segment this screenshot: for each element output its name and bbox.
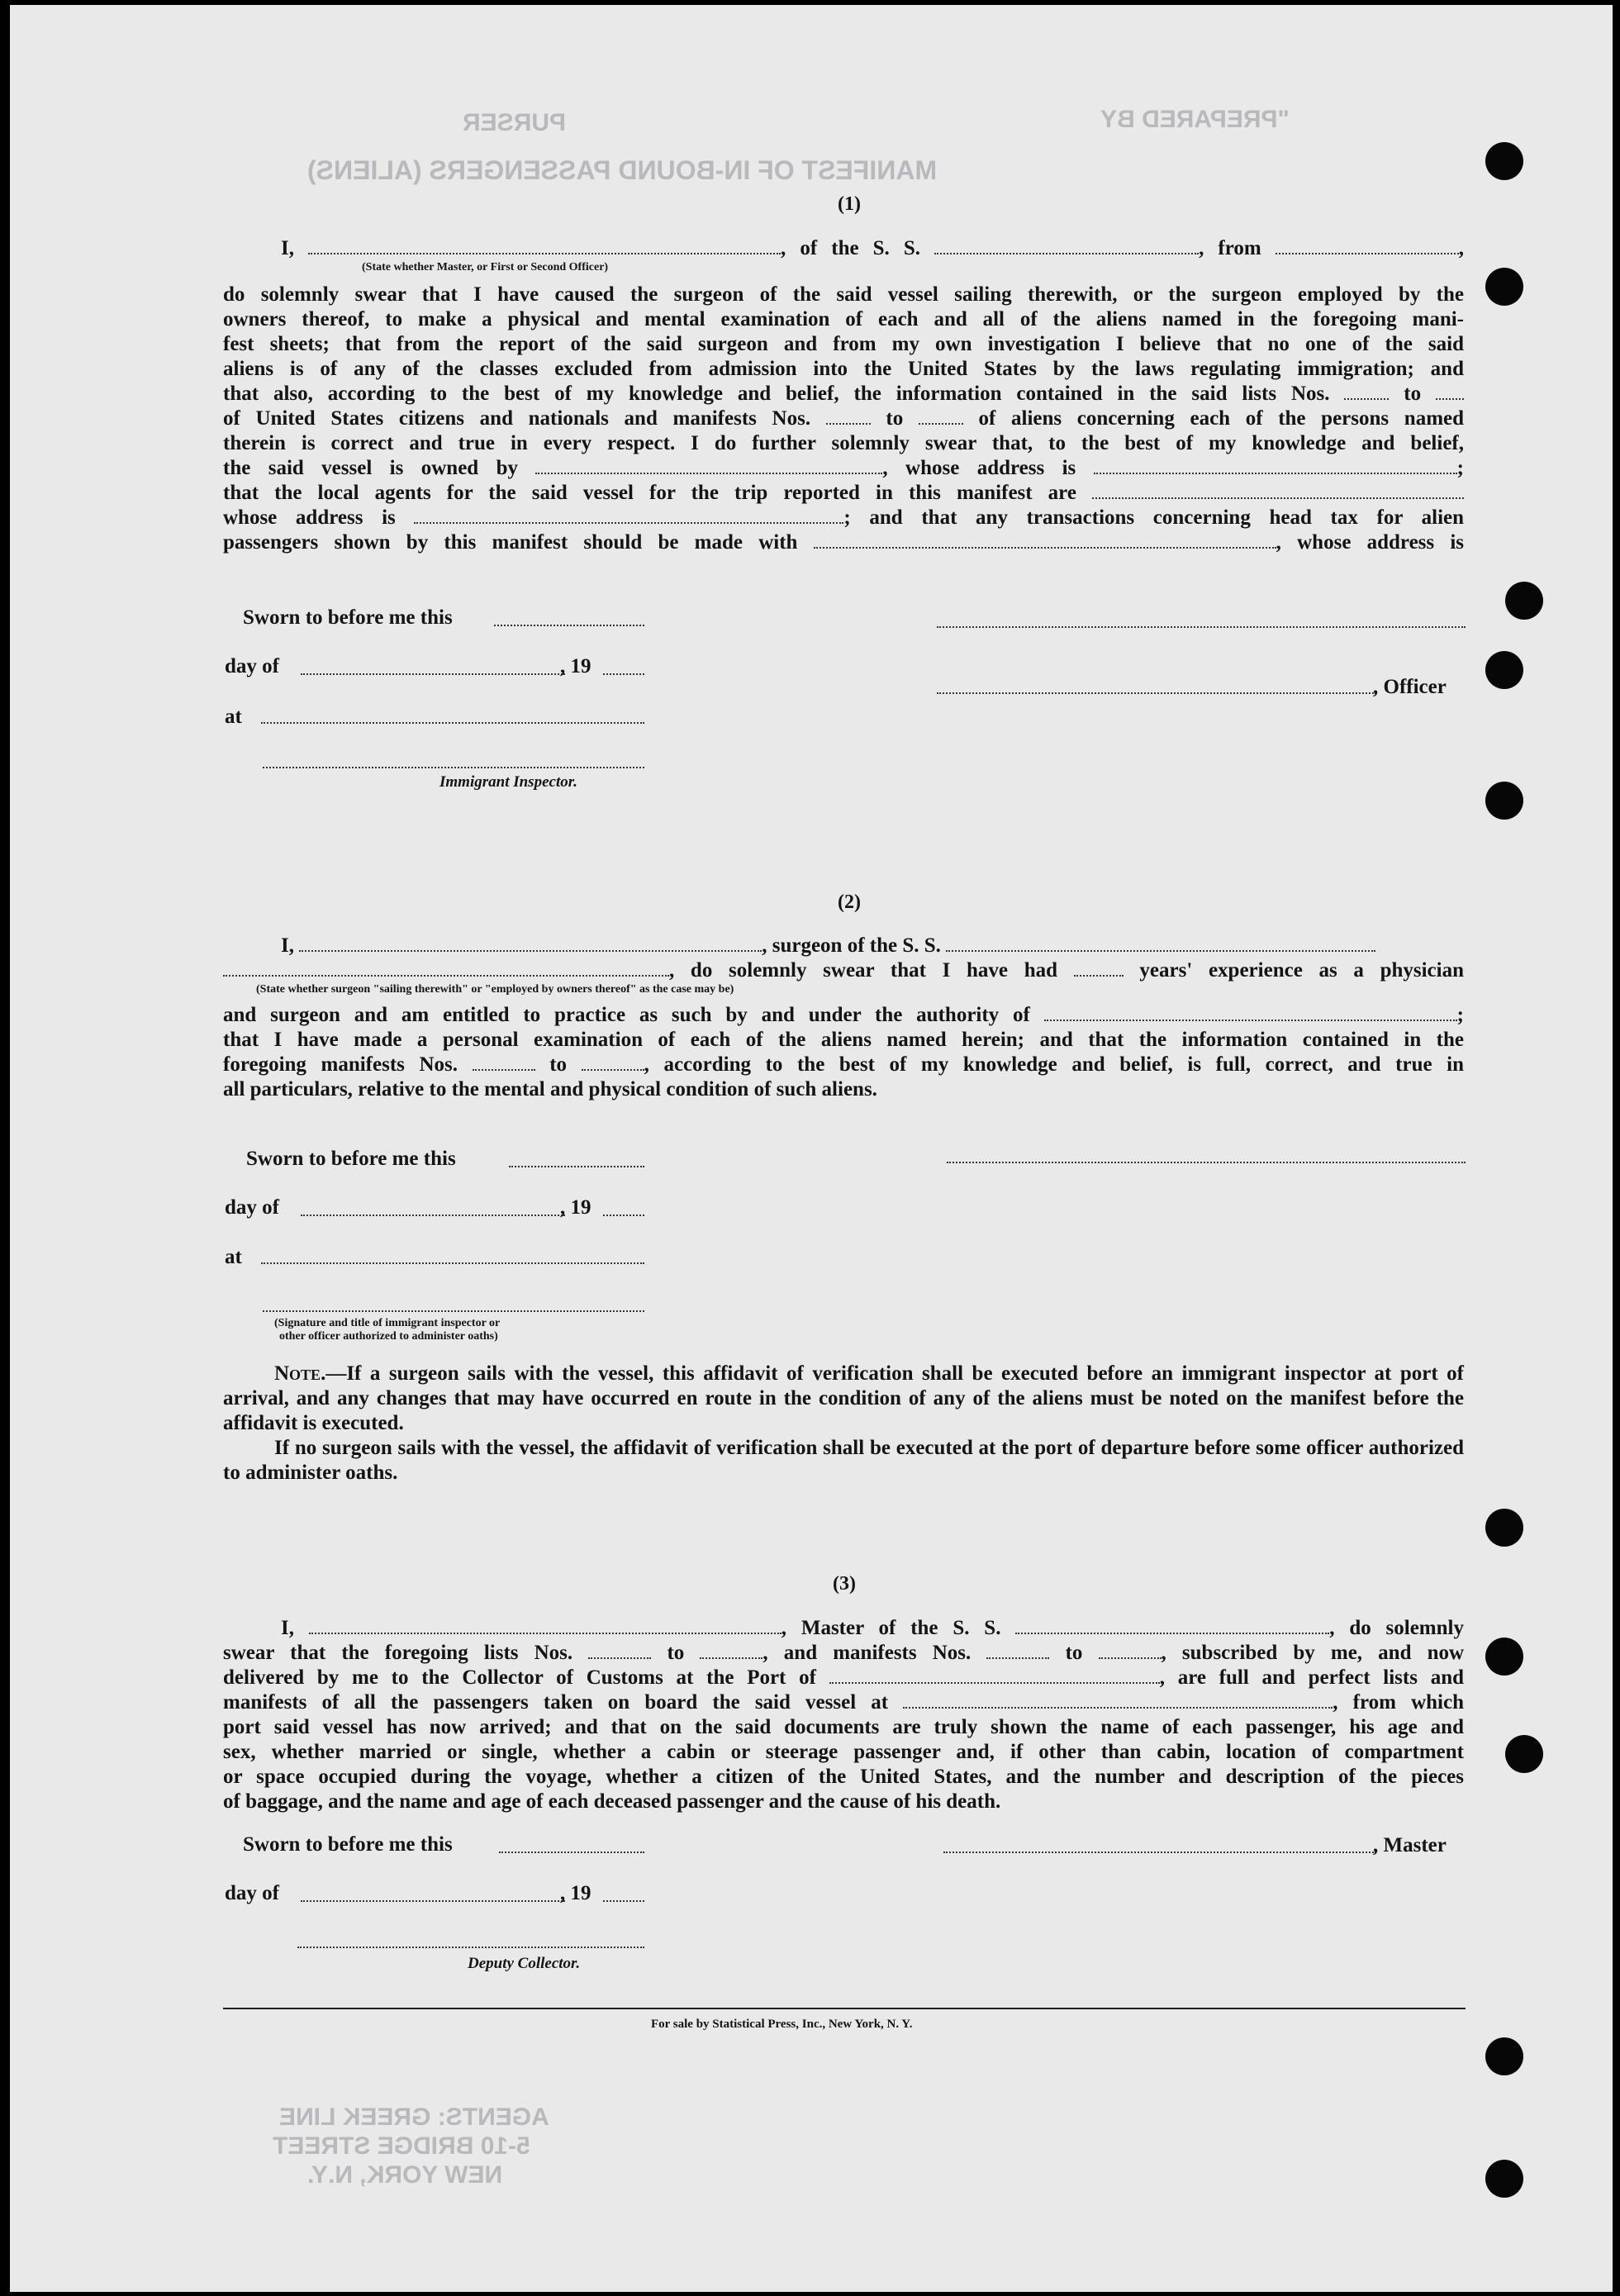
manifest-from-field[interactable] <box>826 406 871 425</box>
citizen-list-to-field[interactable] <box>1436 382 1464 400</box>
form-sheet <box>10 5 1613 2292</box>
text: , do solemnly swear that I have had <box>669 959 1058 982</box>
section-1-body <box>223 283 1464 555</box>
officer-hint: (State whether Master, or First or Second Officer) <box>362 261 609 273</box>
text: , from <box>1199 237 1261 259</box>
master-name-field[interactable] <box>309 1616 781 1634</box>
at-label: at <box>225 706 242 728</box>
departure-port-field[interactable] <box>1276 236 1459 254</box>
vessel-name-field[interactable] <box>934 236 1199 254</box>
customs-port-field[interactable] <box>829 1666 1160 1684</box>
years-experience-field[interactable] <box>1074 958 1124 977</box>
note-block <box>223 1362 1464 1486</box>
punch-hole <box>1485 2160 1523 2198</box>
year-field[interactable] <box>603 1215 644 1216</box>
text: , whose address is <box>882 457 1076 479</box>
year-label: , 19 <box>560 655 591 677</box>
text: therein is correct and true in every respect. I do further solemnly swear that, to the best of my knowledge and belief, <box>223 432 1464 454</box>
text: ; and that any transactions concerning head tax for alien <box>843 506 1465 529</box>
year-label: , 19 <box>560 1882 591 1904</box>
bleed-agents-2: 5-10 BRIDGE STREET <box>273 2132 530 2160</box>
surgeon-name-field[interactable] <box>299 934 762 952</box>
text: to <box>886 407 904 430</box>
year-field[interactable] <box>603 673 644 675</box>
text: ; <box>1456 1004 1464 1026</box>
text: , according to the best of my knowledge and belief, is full, correct, and true in <box>644 1053 1465 1076</box>
text: of baggage, and the name and age of each deceased passenger and the cause of his death. <box>223 1790 1001 1813</box>
collector-caption: Deputy Collector. <box>468 1955 581 1972</box>
text: manifests of all the passengers taken on board the said vessel at <box>223 1691 889 1714</box>
surgeon-manifest-from-field[interactable] <box>473 1053 535 1071</box>
agents-address-field[interactable] <box>414 506 843 524</box>
text: swear that the foregoing lists Nos. <box>223 1642 573 1664</box>
punch-hole <box>1485 268 1523 306</box>
text: fest sheets; that from the report of the said surgeon and from my own investigation I believe that no one of the said <box>223 333 1464 355</box>
text: port said vessel has now arrived; and that on the said documents are truly shown the name of each passenger, his age and <box>223 1716 1464 1738</box>
text: , are full and perfect lists and <box>1159 1666 1465 1689</box>
month-field[interactable] <box>301 673 565 675</box>
month-field[interactable] <box>301 1900 565 1902</box>
text: foregoing manifests Nos. <box>223 1053 458 1076</box>
text: I, <box>281 237 294 259</box>
manifest-to-field[interactable] <box>919 406 963 425</box>
section-1-number: (1) <box>838 193 861 215</box>
punch-hole <box>1485 1638 1523 1676</box>
text: , and manifests Nos. <box>762 1642 972 1664</box>
text: the said vessel is owned by <box>223 457 518 479</box>
text: that the local agents for the said vessel for the trip reported in this manifest are <box>223 482 1076 504</box>
text: , whose address is <box>1276 531 1465 554</box>
year-label: , 19 <box>560 1196 591 1219</box>
section-3-number: (3) <box>833 1573 856 1595</box>
inspector-signature-field[interactable] <box>263 767 644 768</box>
text: and surgeon and am entitled to practice as such by and under the authority of <box>223 1004 1030 1026</box>
printer-imprint: For sale by Statistical Press, Inc., New York, N. Y. <box>651 2018 913 2031</box>
footer-rule <box>223 2008 1466 2009</box>
bleed-manifest-title: MANIFEST OF IN-BOUND PASSENGERS (ALIENS) <box>307 155 938 185</box>
text: delivered by me to the Collector of Customs at the Port of <box>223 1666 816 1689</box>
punch-hole <box>1485 782 1523 820</box>
text: , Master of the S. S. <box>781 1617 1001 1639</box>
master-label: , Master <box>1373 1834 1447 1856</box>
text: to <box>549 1053 568 1076</box>
sworn-label: Sworn to before me this <box>246 1148 456 1170</box>
punch-hole <box>1505 1735 1543 1773</box>
head-tax-contact-field[interactable] <box>814 530 1276 549</box>
note-label: Note. <box>274 1362 326 1385</box>
year-field[interactable] <box>603 1900 644 1902</box>
place-field[interactable] <box>261 722 644 724</box>
text: passengers shown by this manifest should be made with <box>223 531 798 554</box>
text: I, <box>281 934 294 957</box>
surgeon-vessel-field[interactable] <box>946 934 1375 952</box>
punch-hole <box>1485 142 1523 180</box>
punch-hole <box>1505 582 1543 620</box>
signature-hint-1: (Signature and title of immigrant inspector or <box>274 1317 501 1329</box>
lists-from-field[interactable] <box>588 1641 651 1659</box>
month-field[interactable] <box>301 1215 565 1216</box>
text: ; <box>1456 457 1464 479</box>
day-of-label: day of <box>225 1882 279 1904</box>
at-label: at <box>225 1246 242 1268</box>
place-field[interactable] <box>261 1262 644 1264</box>
embarkation-port-field[interactable] <box>903 1690 1333 1709</box>
collector-signature-field[interactable] <box>297 1947 644 1948</box>
punch-hole <box>1485 2037 1523 2075</box>
text: , subscribed by me, and now <box>1161 1642 1465 1664</box>
punch-hole <box>1485 1509 1523 1547</box>
owner-address-field[interactable] <box>1094 456 1457 474</box>
section-2-affidavit <box>223 934 1464 983</box>
text: to <box>667 1642 685 1664</box>
text: whose address is <box>223 506 396 529</box>
text: of aliens concerning each of the persons named <box>978 407 1465 430</box>
citizen-list-from-field[interactable] <box>1344 382 1389 400</box>
officer-label: , Officer <box>1373 676 1447 698</box>
bleed-purser: PURSER <box>463 109 567 136</box>
text: to <box>1404 383 1422 405</box>
note-text: —If a surgeon sails with the vessel, this affidavit of verification shall be executed before an immigrant inspector at port of arrival, and any changes that may have occurred en route in the condition of any of the aliens must be noted on the manifest before the affidavit is executed. <box>223 1362 1464 1434</box>
text: , surgeon of the S. S. <box>762 934 941 957</box>
vessel-owner-field[interactable] <box>535 456 882 474</box>
text: sex, whether married or single, whether a cabin or steerage passenger and, if other than cabin, location of compartment <box>223 1741 1464 1763</box>
text: to <box>1065 1642 1083 1664</box>
text: all particulars, relative to the mental and physical condition of such aliens. <box>223 1078 877 1100</box>
surgeon-manifest-to-field[interactable] <box>582 1053 644 1071</box>
section-1-affidavit <box>223 236 1464 261</box>
day-of-label: day of <box>225 655 279 677</box>
text: do solemnly swear that I have caused the surgeon of the said vessel sailing therewith, or the surgeon employed by the <box>223 283 1464 306</box>
authority-field[interactable] <box>1044 1003 1457 1021</box>
signature-hint-2: other officer authorized to administer oaths) <box>279 1330 498 1343</box>
local-agents-field[interactable] <box>1092 481 1464 499</box>
surgeon-hint: (State whether surgeon "sailing therewith" or "employed by owners thereof" as the case may be) <box>256 983 734 996</box>
official-signature-field[interactable] <box>263 1310 644 1312</box>
bleed-agents-3: NEW YORK, N.Y. <box>307 2161 503 2189</box>
manifests-from-field[interactable] <box>986 1641 1049 1659</box>
lists-to-field[interactable] <box>700 1641 762 1659</box>
sworn-label: Sworn to before me this <box>243 606 453 629</box>
punch-hole <box>1485 651 1523 689</box>
text: that also, according to the best of my knowledge and belief, the information contained in the said lists Nos. <box>223 383 1330 405</box>
text: of United States citizens and nationals and manifests Nos. <box>223 407 811 430</box>
inspector-caption: Immigrant Inspector. <box>439 773 577 791</box>
manifests-to-field[interactable] <box>1099 1641 1162 1659</box>
sworn-label: Sworn to before me this <box>243 1833 453 1856</box>
text: aliens is of any of the classes excluded from admission into the United States by the laws regulating immigration; and <box>223 358 1464 380</box>
officer-signature-field-1[interactable] <box>937 626 1466 628</box>
surgeon-status-field[interactable] <box>223 958 669 977</box>
surgeon-signature-field[interactable] <box>947 1162 1466 1163</box>
section-2-number: (2) <box>838 891 861 913</box>
sworn-date-field[interactable] <box>509 1166 644 1167</box>
text: , from which <box>1333 1691 1464 1714</box>
text: , of the S. S. <box>781 237 921 259</box>
text: , <box>1458 237 1464 259</box>
master-vessel-field[interactable] <box>1015 1616 1329 1634</box>
text: that I have made a personal examination of each of the aliens named herein; and that the information contained in the <box>223 1029 1464 1051</box>
officer-signature-field-2[interactable] <box>937 692 1376 694</box>
text: or space occupied during the voyage, whether a citizen of the United States, and the number and description of the pieces <box>223 1766 1464 1788</box>
sworn-date-field[interactable] <box>494 625 644 626</box>
note-text: If no surgeon sails with the vessel, the affidavit of verification shall be executed at the port of departure before some officer authorized to administer oaths. <box>223 1437 1464 1484</box>
section-3-affidavit <box>223 1616 1464 1814</box>
day-of-label: day of <box>225 1196 279 1219</box>
section-2-body <box>223 1003 1464 1102</box>
text: , do solemnly <box>1329 1617 1464 1639</box>
text: I, <box>281 1617 294 1639</box>
officer-name-field[interactable] <box>308 236 781 254</box>
master-signature-field[interactable] <box>943 1852 1376 1853</box>
text: years' experience as a physician <box>1139 959 1465 982</box>
sworn-date-field[interactable] <box>499 1852 644 1853</box>
bleed-agents-1: AGENTS: GREEK LINE <box>279 2103 549 2131</box>
text: owners thereof, to make a physical and mental examination of each and all of the aliens named in the foregoing mani- <box>223 308 1464 330</box>
bleed-prepared-by: "PREPARED BY <box>1100 106 1290 133</box>
